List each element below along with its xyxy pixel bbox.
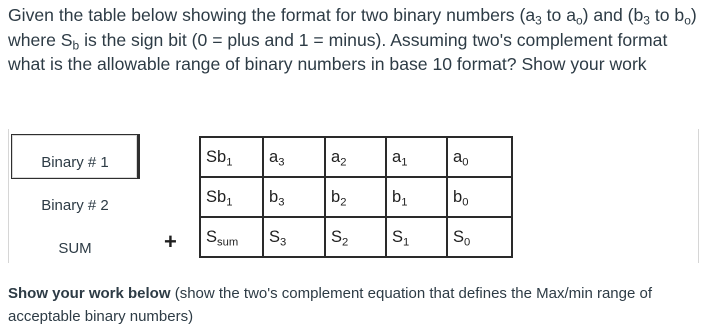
row-label-sum: SUM (58, 240, 92, 257)
question-part: Given the table below showing the format for two binary numbers (a (8, 5, 536, 25)
cell-base: b (453, 187, 463, 206)
cell-subscript: sum (217, 235, 239, 248)
table-cell (263, 217, 325, 257)
subscript: o (684, 13, 691, 28)
instructions-rest: (show the two's complement equation that defines the Max/min range of acceptable binary numbers) (8, 285, 652, 325)
subscript: 3 (643, 13, 650, 28)
cell-base: Sb (206, 187, 227, 206)
question-part: to a (541, 5, 576, 25)
table-cell (325, 177, 386, 217)
table-cell (386, 137, 447, 177)
cell-base: Sb (206, 147, 227, 166)
question-part: is the sign bit (0 = plus and 1 = minus). Assuming two's complement format what is the allowable range of binary numbers in base 10 format? Show your work (8, 29, 668, 74)
cell-base: S (453, 227, 465, 246)
cell-subscript: 2 (340, 195, 347, 208)
cell-base: a (453, 147, 463, 166)
plus-operator: + (164, 229, 177, 254)
table-row (200, 137, 512, 177)
subscript: b (72, 38, 80, 53)
cell-base: b (269, 187, 279, 206)
cell-base: S (392, 227, 404, 246)
table-cell (200, 177, 263, 217)
instructions-text (8, 283, 698, 328)
table-cell (447, 137, 512, 177)
cell-base: S (269, 227, 281, 246)
table-cell (325, 137, 386, 177)
subscript: 3 (535, 13, 542, 28)
cell-base: S (206, 227, 218, 246)
cell-base: a (331, 147, 341, 166)
row-label-binary1: Binary # 1 (41, 154, 109, 171)
table-cell (447, 177, 512, 217)
cell-subscript: 1 (401, 155, 408, 168)
cell-subscript: 0 (462, 155, 469, 168)
cell-subscript: 2 (340, 155, 347, 168)
cell-base: S (331, 227, 343, 246)
cell-subscript: 0 (464, 235, 471, 248)
table-cell (386, 217, 447, 257)
instructions-bold: Show your work below (8, 285, 171, 302)
table-cell (200, 217, 263, 257)
cell-base: b (331, 187, 341, 206)
cell-subscript: 2 (342, 235, 349, 248)
table-cell (447, 217, 512, 257)
cell-subscript: 3 (280, 235, 287, 248)
cell-base: a (269, 147, 279, 166)
row-label-binary2: Binary # 2 (41, 197, 109, 214)
cell-subscript: 0 (462, 195, 469, 208)
question-text (8, 3, 698, 77)
question-part: ) where S (8, 5, 697, 50)
cell-base: b (392, 187, 402, 206)
bit-format-table (199, 136, 513, 258)
question-part: ) and (b (582, 5, 644, 25)
subscript: o (576, 13, 583, 28)
cell-subscript: 1 (403, 235, 410, 248)
cell-subscript: 1 (226, 195, 233, 208)
cell-subscript: 3 (278, 155, 285, 168)
table-cell (325, 217, 386, 257)
cell-subscript: 1 (401, 195, 408, 208)
table-cell (200, 137, 263, 177)
table-cell (386, 177, 447, 217)
question-part: to b (649, 5, 685, 25)
table-row (200, 177, 512, 217)
table-cell (263, 177, 325, 217)
table-cell (263, 137, 325, 177)
cell-subscript: 1 (226, 155, 233, 168)
table-row (200, 217, 512, 257)
cell-subscript: 3 (278, 195, 285, 208)
cell-base: a (392, 147, 402, 166)
